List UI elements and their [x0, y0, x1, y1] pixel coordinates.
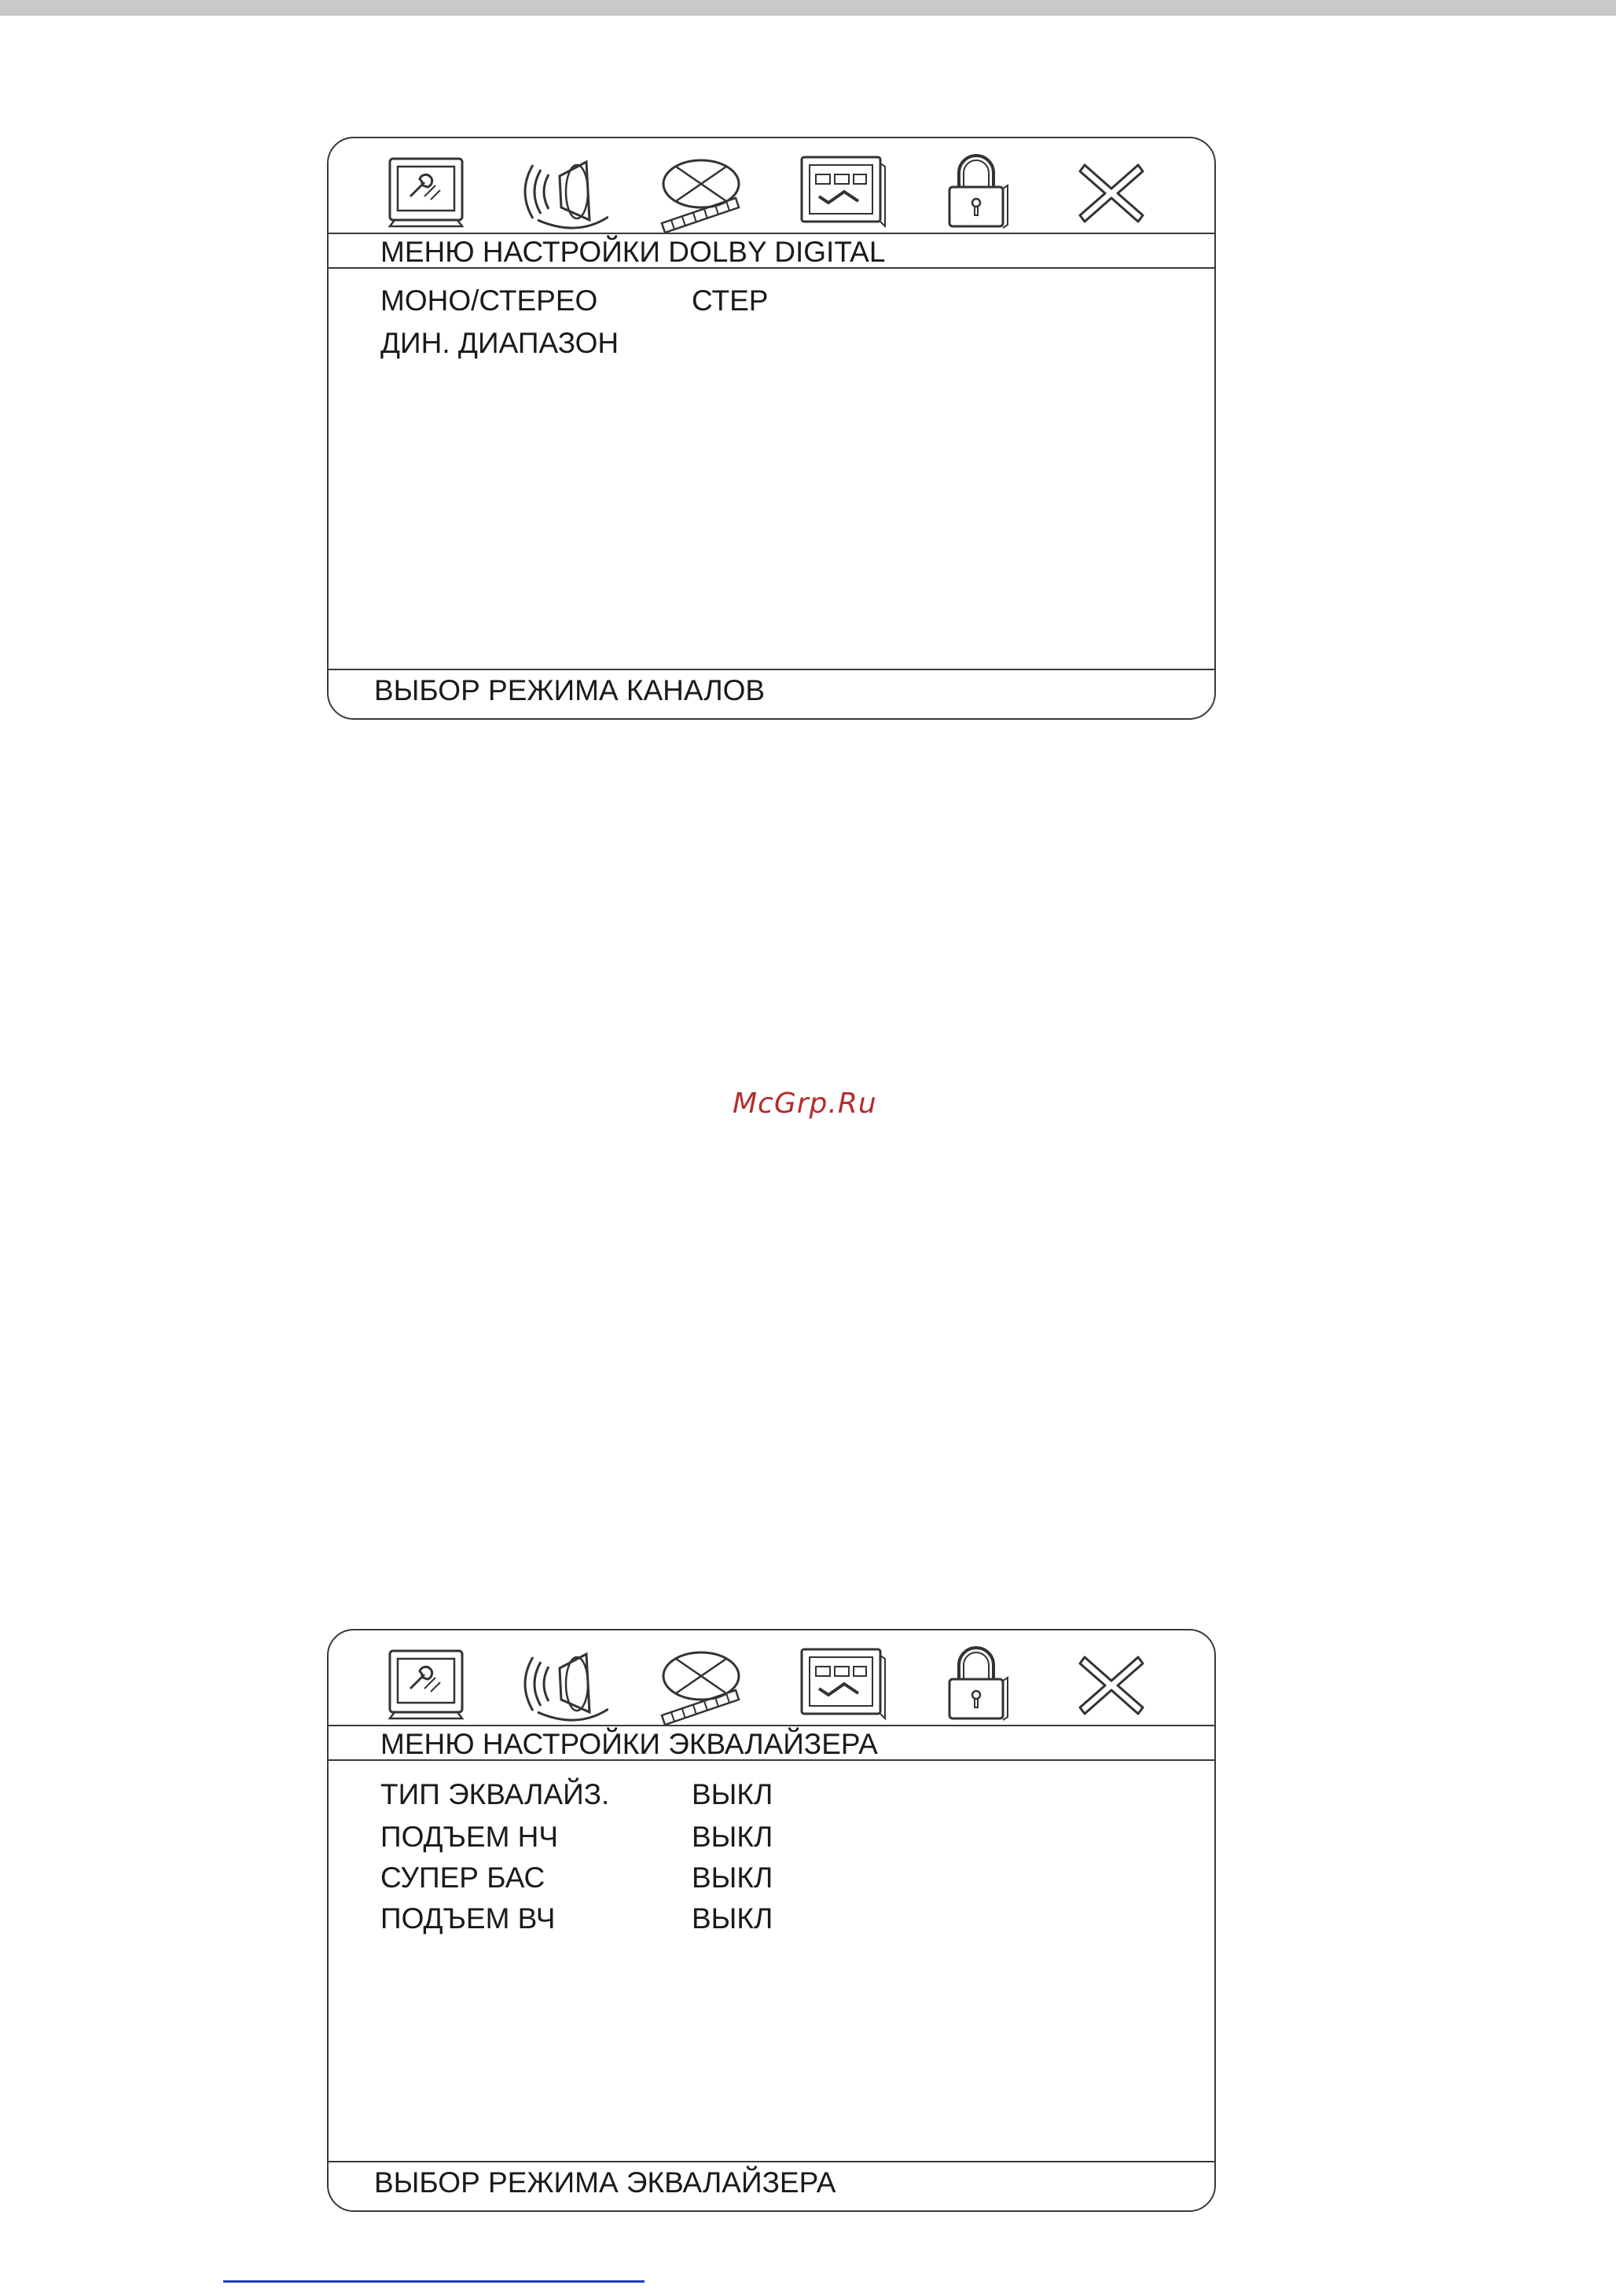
menu-row-bass-boost[interactable] [380, 1821, 1088, 1860]
menu-row-dynamic-range[interactable] [380, 327, 1088, 366]
status-text: ВЫБОР РЕЖИМА ЭКВАЛАЙЗЕРА [374, 2166, 836, 2199]
speaker-icon[interactable] [514, 148, 608, 234]
close-icon[interactable] [1064, 1640, 1159, 1726]
row-label: МОНО/СТЕРЕО [380, 284, 598, 317]
status-text: ВЫБОР РЕЖИМА КАНАЛОВ [374, 674, 766, 706]
settings-tv-icon[interactable] [379, 148, 473, 234]
page-top-bar [0, 0, 1616, 16]
row-value: ВЫКЛ [692, 1821, 773, 1853]
row-value: ВЫКЛ [692, 1861, 773, 1894]
lock-icon[interactable] [929, 1640, 1023, 1726]
disc-icon[interactable] [654, 148, 748, 234]
lock-icon[interactable] [929, 148, 1023, 234]
row-value: ВЫКЛ [692, 1902, 773, 1935]
menu-title: МЕНЮ НАСТРОЙКИ DOLBY DIGITAL [380, 236, 886, 268]
menu-title-bar [329, 1725, 1214, 1761]
menu-row-treble-boost[interactable] [380, 1902, 1088, 1942]
settings-tv-icon[interactable] [379, 1640, 473, 1726]
footer-rule [223, 2280, 645, 2283]
speaker-icon[interactable] [514, 1640, 608, 1726]
row-label: ТИП ЭКВАЛАЙЗ. [380, 1778, 610, 1810]
status-divider [329, 669, 1214, 670]
menu-icon-bar [329, 138, 1214, 233]
menu-row-super-bass[interactable] [380, 1861, 1088, 1901]
menu-row-eq-type[interactable] [380, 1778, 1088, 1817]
menu-icon-bar [329, 1630, 1214, 1725]
dolby-digital-menu [327, 137, 1216, 720]
menu-title: МЕНЮ НАСТРОЙКИ ЭКВАЛАЙЗЕРА [380, 1728, 878, 1760]
watermark: McGrp.Ru [733, 1087, 877, 1120]
menu-title-bar [329, 233, 1214, 269]
row-label: СУПЕР БАС [380, 1861, 545, 1894]
menu-row-mono-stereo[interactable] [380, 284, 1088, 324]
status-divider [329, 2161, 1214, 2162]
row-label: ДИН. ДИАПАЗОН [380, 327, 619, 359]
preferences-icon[interactable] [792, 148, 887, 234]
equalizer-menu [327, 1629, 1216, 2212]
row-label: ПОДЪЕМ НЧ [380, 1821, 559, 1853]
preferences-icon[interactable] [792, 1640, 887, 1726]
row-value: ВЫКЛ [692, 1778, 773, 1810]
disc-icon[interactable] [654, 1640, 748, 1726]
row-label: ПОДЪЕМ ВЧ [380, 1902, 556, 1935]
row-value: СТЕР [692, 284, 769, 317]
close-icon[interactable] [1064, 148, 1159, 234]
